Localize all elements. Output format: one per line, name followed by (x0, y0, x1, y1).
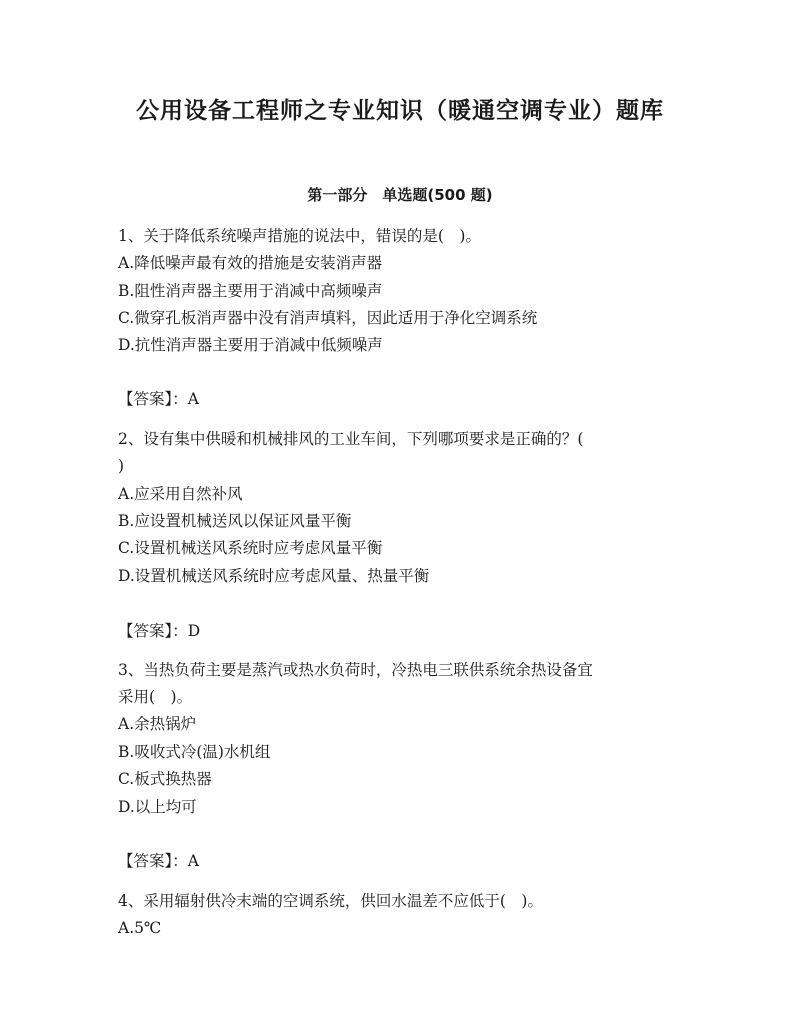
question-2-stem-line-1: 2、设有集中供暖和机械排风的工业车间，下列哪项要求是正确的？( (118, 430, 584, 448)
question-2-stem-line-2: ) (118, 457, 125, 475)
question-3-option-d: D.以上均可 (118, 798, 197, 816)
question-4-option-a: A.5℃ (118, 919, 162, 937)
question-2-answer: 【答案】：D (118, 622, 201, 640)
question-4-stem: 4、采用辐射供冷末端的空调系统，供回水温差不应低于( )。 (118, 892, 543, 910)
question-3-option-b: B.吸收式冷(温)水机组 (118, 743, 271, 761)
question-3-stem-line-2: 采用( )。 (118, 688, 193, 706)
question-3-answer: 【答案】：A (118, 852, 199, 870)
question-3-stem-line-1: 3、当热负荷主要是蒸汽或热水负荷时，冷热电三联供系统余热设备宜 (118, 661, 593, 679)
question-1-option-d: D.抗性消声器主要用于消减中低频噪声 (118, 336, 383, 354)
page-title: 公用设备工程师之专业知识（暖通空调专业）题库 (136, 97, 664, 124)
question-1-option-c: C.微穿孔板消声器中没有消声填料，因此适用于净化空调系统 (118, 309, 538, 327)
question-2-option-a: A.应采用自然补风 (118, 485, 243, 503)
question-1-stem: 1、关于降低系统噪声措施的说法中，错误的是( )。 (118, 227, 481, 245)
question-2-option-d: D.设置机械送风系统时应考虑风量、热量平衡 (118, 567, 430, 585)
question-1-option-b: B.阻性消声器主要用于消减中高频噪声 (118, 282, 383, 300)
question-1-answer: 【答案】：A (118, 390, 199, 408)
question-3-option-c: C.板式换热器 (118, 770, 212, 788)
section-heading: 第一部分 单选题(500 题) (307, 186, 493, 204)
question-1-option-a: A.降低噪声最有效的措施是安装消声器 (118, 254, 383, 272)
question-2-option-b: B.应设置机械送风以保证风量平衡 (118, 512, 352, 530)
question-2-option-c: C.设置机械送风系统时应考虑风量平衡 (118, 539, 383, 557)
question-3-option-a: A.余热锅炉 (118, 715, 197, 733)
